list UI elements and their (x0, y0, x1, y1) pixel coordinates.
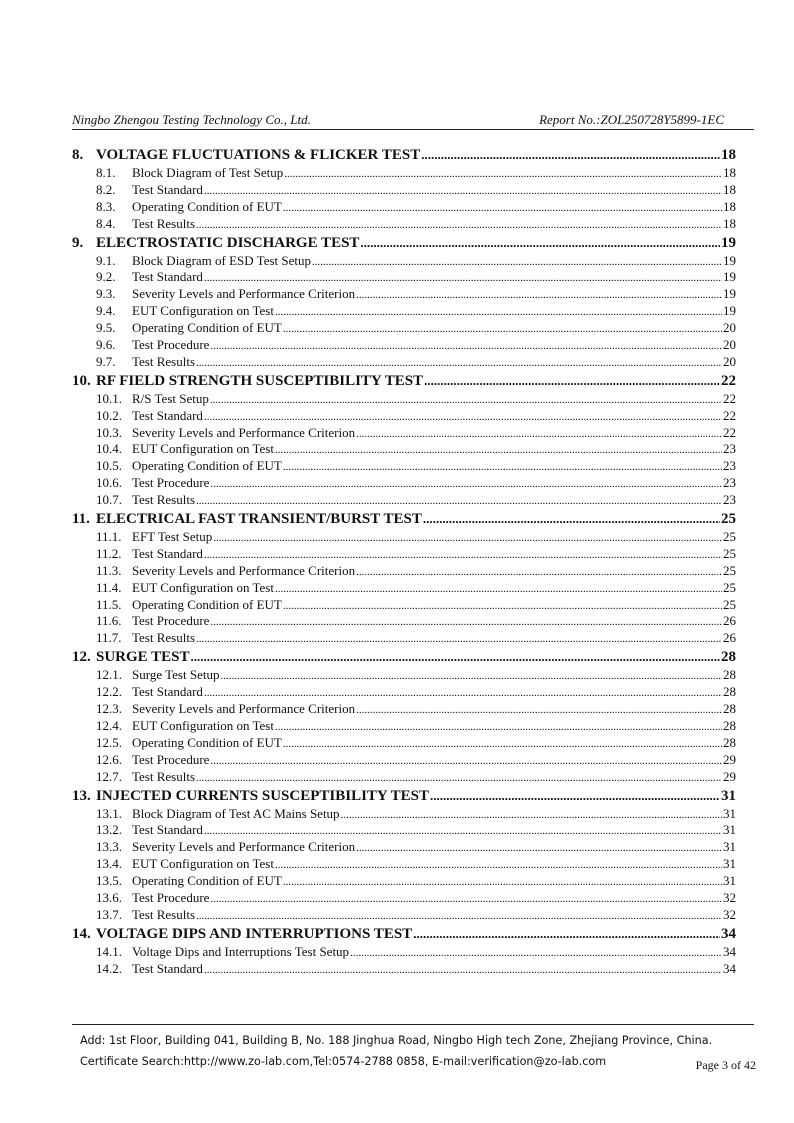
subsection-number: 13.4. (96, 856, 122, 872)
leader-dots (283, 459, 722, 476)
subsection-number: 8.3. (96, 198, 116, 214)
subsection-page: 31 (723, 805, 736, 821)
toc-subsection-entry[interactable] (72, 839, 736, 856)
toc-subsection-entry[interactable] (72, 907, 736, 924)
subsection-number: 8.1. (96, 165, 116, 180)
subsection-page: 18 (723, 215, 736, 231)
subsection-number: 9.4. (96, 303, 116, 319)
toc-subsection-entry[interactable] (72, 630, 736, 647)
toc-subsection-entry[interactable] (72, 425, 736, 442)
subsection-page: 26 (723, 613, 736, 629)
toc-subsection-entry[interactable] (72, 546, 736, 563)
subsection-title: Test Standard (132, 684, 203, 700)
subsection-page: 26 (723, 630, 736, 646)
toc-subsection-entry[interactable] (72, 806, 736, 823)
leader-dots (356, 840, 722, 857)
subsection-title: Block Diagram of Test Setup (132, 165, 284, 180)
subsection-page: 19 (723, 303, 736, 319)
subsection-number: 9.1. (96, 252, 116, 268)
leader-dots (283, 598, 722, 615)
subsection-title: Voltage Dips and Interruptions Test Setup (132, 943, 350, 959)
leader-dots (210, 891, 722, 908)
toc-subsection-entry[interactable] (72, 597, 736, 614)
section-page: 31 (721, 787, 736, 804)
leader-dots (210, 392, 722, 409)
subsection-title: Test Standard (132, 269, 203, 285)
subsection-page: 22 (723, 424, 736, 440)
toc-subsection-entry[interactable] (72, 269, 736, 286)
footer-divider (72, 1024, 754, 1025)
subsection-title: Test Results (132, 215, 196, 231)
toc-section-entry[interactable] (72, 647, 736, 667)
toc-section-entry[interactable] (72, 786, 736, 806)
subsection-number: 11.3. (96, 562, 122, 578)
toc-subsection-entry[interactable] (72, 216, 736, 233)
subsection-number: 12.5. (96, 734, 122, 750)
leader-dots (350, 945, 722, 962)
leader-dots (204, 409, 722, 426)
subsection-title: Surge Test Setup (132, 667, 220, 683)
subsection-number: 11.2. (96, 545, 122, 561)
leader-dots (283, 736, 722, 753)
leader-dots (213, 530, 722, 547)
toc-subsection-entry[interactable] (72, 458, 736, 475)
toc-section (72, 647, 736, 785)
subsection-number: 14.2. (96, 960, 122, 976)
toc-subsection-entry[interactable] (72, 613, 736, 630)
subsection-number: 13.1. (96, 805, 122, 821)
subsection-title: EUT Configuration on Test (132, 856, 274, 872)
toc-section-entry[interactable] (72, 145, 736, 165)
subsection-title: Test Standard (132, 822, 203, 838)
subsection-page: 18 (723, 181, 736, 197)
toc-subsection-entry[interactable] (72, 735, 736, 752)
subsection-number: 10.2. (96, 407, 122, 423)
subsection-title: Test Procedure (132, 889, 210, 905)
section-number: 14. (72, 925, 91, 942)
toc-subsection-entry[interactable] (72, 856, 736, 873)
leader-dots (423, 509, 720, 529)
subsection-number: 10.5. (96, 458, 122, 474)
subsection-title: Operating Condition of EUT (132, 320, 282, 336)
leader-dots (204, 823, 722, 840)
footer-address: Add: 1st Floor, Building 041, Building B, No. 188 Jinghua Road, Ningbo High tech Zone, Zhejiang Province, China. (80, 1034, 713, 1047)
toc-subsection-entry[interactable] (72, 890, 736, 907)
leader-dots (204, 547, 722, 564)
subsection-title: Severity Levels and Performance Criterion (132, 839, 356, 855)
subsection-page: 22 (723, 407, 736, 423)
leader-dots (220, 668, 722, 685)
leader-dots (191, 647, 720, 667)
subsection-number: 11.4. (96, 579, 122, 595)
section-page: 22 (721, 372, 736, 389)
leader-dots (413, 924, 720, 944)
subsection-page: 29 (723, 768, 736, 784)
toc-subsection-entry[interactable] (72, 165, 736, 182)
leader-dots (424, 371, 720, 391)
leader-dots (196, 908, 722, 925)
toc-section-entry[interactable] (72, 509, 736, 529)
toc-subsection-entry[interactable] (72, 822, 736, 839)
subsection-number: 12.7. (96, 768, 122, 784)
subsection-page: 28 (723, 684, 736, 700)
toc-section (72, 233, 736, 371)
subsection-page: 23 (723, 475, 736, 491)
subsection-page: 19 (723, 286, 736, 302)
toc-subsection-entry[interactable] (72, 718, 736, 735)
section-number: 12. (72, 649, 91, 666)
toc-subsection-entry[interactable] (72, 303, 736, 320)
toc-subsection-entry[interactable] (72, 441, 736, 458)
page-indicator: Page 3 of 42 (695, 1058, 756, 1072)
subsection-page: 25 (723, 545, 736, 561)
company-name: Ningbo Zhengou Testing Technology Co., Ltd. (72, 112, 311, 127)
subsection-page: 20 (723, 320, 736, 336)
subsection-page: 34 (723, 943, 736, 959)
toc-subsection-entry[interactable] (72, 286, 736, 303)
subsection-number: 10.7. (96, 492, 122, 508)
table-of-contents (72, 145, 736, 978)
section-title: INJECTED CURRENTS SUSCEPTIBILITY TEST (96, 787, 430, 804)
subsection-number: 12.6. (96, 751, 122, 767)
subsection-title: Test Standard (132, 407, 203, 423)
subsection-number: 9.3. (96, 286, 116, 302)
leader-dots (360, 233, 720, 253)
leader-dots (275, 442, 722, 459)
subsection-page: 19 (723, 269, 736, 285)
subsection-number: 13.5. (96, 873, 122, 889)
leader-dots (210, 614, 722, 631)
subsection-number: 12.3. (96, 701, 122, 717)
subsection-number: 11.6. (96, 613, 122, 629)
section-title: VOLTAGE DIPS AND INTERRUPTIONS TEST (96, 925, 413, 942)
toc-section (72, 924, 736, 978)
report-number: Report No.:ZOL250728Y5899-1EC (539, 112, 724, 127)
subsection-title: Test Standard (132, 960, 203, 976)
toc-section-entry[interactable] (72, 924, 736, 944)
leader-dots (356, 426, 722, 443)
subsection-title: Test Results (132, 492, 196, 508)
toc-section (72, 786, 736, 924)
subsection-number: 10.1. (96, 390, 122, 406)
subsection-page: 28 (723, 701, 736, 717)
leader-dots (275, 304, 722, 321)
toc-subsection-entry[interactable] (72, 944, 736, 961)
subsection-number: 10.6. (96, 475, 122, 491)
subsection-title: Test Results (132, 906, 196, 922)
toc-section (72, 145, 736, 233)
subsection-title: Operating Condition of EUT (132, 734, 282, 750)
section-number: 9. (72, 234, 84, 251)
subsection-page: 31 (723, 839, 736, 855)
subsection-title: Operating Condition of EUT (132, 198, 282, 214)
subsection-title: EUT Configuration on Test (132, 579, 274, 595)
leader-dots (312, 254, 722, 271)
subsection-page: 31 (723, 873, 736, 889)
subsection-number: 14.1. (96, 943, 122, 959)
subsection-title: Severity Levels and Performance Criterion (132, 424, 356, 440)
toc-subsection-entry[interactable] (72, 563, 736, 580)
subsection-page: 32 (723, 889, 736, 905)
leader-dots (421, 145, 720, 165)
section-page: 18 (721, 147, 736, 163)
subsection-title: Severity Levels and Performance Criterion (132, 562, 356, 578)
subsection-page: 31 (723, 856, 736, 872)
subsection-title: EUT Configuration on Test (132, 441, 274, 457)
toc-section-entry[interactable] (72, 371, 736, 391)
leader-dots (284, 166, 722, 183)
leader-dots (283, 321, 722, 338)
leader-dots (204, 685, 722, 702)
leader-dots (356, 702, 722, 719)
toc-subsection-entry[interactable] (72, 182, 736, 199)
subsection-number: 12.1. (96, 667, 122, 683)
subsection-title: EUT Configuration on Test (132, 717, 274, 733)
subsection-title: Severity Levels and Performance Criterion (132, 701, 356, 717)
toc-subsection-entry[interactable] (72, 873, 736, 890)
subsection-title: Test Procedure (132, 337, 210, 353)
toc-subsection-entry[interactable] (72, 701, 736, 718)
subsection-number: 11.1. (96, 529, 122, 545)
toc-subsection-entry[interactable] (72, 580, 736, 597)
subsection-number: 9.6. (96, 337, 116, 353)
section-page: 25 (721, 511, 736, 528)
subsection-page: 32 (723, 906, 736, 922)
subsection-page: 20 (723, 337, 736, 353)
toc-subsection-entry[interactable] (72, 253, 736, 270)
subsection-title: Test Procedure (132, 751, 210, 767)
subsection-page: 18 (723, 165, 736, 180)
subsection-page: 34 (723, 960, 736, 976)
toc-subsection-entry[interactable] (72, 391, 736, 408)
section-title: ELECTRICAL FAST TRANSIENT/BURST TEST (96, 511, 422, 528)
subsection-title: EUT Configuration on Test (132, 303, 274, 319)
section-title: ELECTROSTATIC DISCHARGE TEST (96, 234, 360, 251)
subsection-number: 13.3. (96, 839, 122, 855)
subsection-title: Severity Levels and Performance Criterion (132, 286, 356, 302)
subsection-number: 11.7. (96, 630, 122, 646)
subsection-title: Operating Condition of EUT (132, 596, 282, 612)
section-title: RF FIELD STRENGTH SUSCEPTIBILITY TEST (96, 372, 424, 389)
subsection-title: Test Results (132, 630, 196, 646)
section-title: SURGE TEST (96, 649, 190, 666)
toc-section (72, 509, 736, 647)
toc-subsection-entry[interactable] (72, 752, 736, 769)
leader-dots (196, 217, 722, 234)
subsection-number: 8.4. (96, 215, 116, 231)
subsection-number: 12.4. (96, 717, 122, 733)
toc-subsection-entry[interactable] (72, 199, 736, 216)
section-page: 28 (721, 649, 736, 666)
subsection-title: Test Procedure (132, 613, 210, 629)
subsection-title: Test Procedure (132, 475, 210, 491)
leader-dots (210, 476, 722, 493)
toc-section (72, 371, 736, 509)
subsection-page: 25 (723, 562, 736, 578)
leader-dots (283, 874, 722, 891)
leader-dots (210, 338, 722, 355)
toc-section-entry[interactable] (72, 233, 736, 253)
leader-dots (430, 786, 720, 806)
subsection-page: 29 (723, 751, 736, 767)
leader-dots (341, 807, 722, 824)
toc-subsection-entry[interactable] (72, 667, 736, 684)
subsection-number: 10.4. (96, 441, 122, 457)
toc-subsection-entry[interactable] (72, 354, 736, 371)
subsection-title: Test Standard (132, 181, 203, 197)
toc-subsection-entry[interactable] (72, 492, 736, 509)
toc-subsection-entry[interactable] (72, 475, 736, 492)
leader-dots (196, 631, 722, 648)
subsection-page: 18 (723, 198, 736, 214)
toc-subsection-entry[interactable] (72, 337, 736, 354)
toc-subsection-entry[interactable] (72, 529, 736, 546)
leader-dots (210, 753, 722, 770)
subsection-number: 13.7. (96, 906, 122, 922)
subsection-number: 9.2. (96, 269, 116, 285)
subsection-number: 8.2. (96, 181, 116, 197)
section-number: 11. (72, 511, 90, 528)
section-page: 34 (721, 925, 736, 942)
leader-dots (196, 770, 722, 787)
section-number: 8. (72, 147, 84, 163)
toc-subsection-entry[interactable] (72, 684, 736, 701)
subsection-title: Test Results (132, 768, 196, 784)
subsection-page: 31 (723, 822, 736, 838)
subsection-number: 11.5. (96, 596, 122, 612)
toc-subsection-entry[interactable] (72, 408, 736, 425)
leader-dots (275, 719, 722, 736)
header-divider (72, 129, 754, 130)
subsection-page: 23 (723, 492, 736, 508)
subsection-title: Operating Condition of EUT (132, 458, 282, 474)
subsection-number: 9.7. (96, 353, 116, 369)
section-number: 10. (72, 372, 91, 389)
leader-dots (204, 962, 722, 979)
subsection-page: 23 (723, 441, 736, 457)
subsection-page: 28 (723, 734, 736, 750)
subsection-page: 20 (723, 353, 736, 369)
subsection-number: 9.5. (96, 320, 116, 336)
leader-dots (196, 493, 722, 510)
leader-dots (196, 355, 722, 372)
toc-subsection-entry[interactable] (72, 769, 736, 786)
subsection-number: 10.3. (96, 424, 122, 440)
subsection-title: R/S Test Setup (132, 390, 209, 406)
subsection-page: 25 (723, 579, 736, 595)
subsection-page: 19 (723, 252, 736, 268)
subsection-page: 23 (723, 458, 736, 474)
leader-dots (204, 270, 722, 287)
toc-subsection-entry[interactable] (72, 961, 736, 978)
leader-dots (356, 287, 722, 304)
leader-dots (356, 564, 722, 581)
subsection-page: 28 (723, 717, 736, 733)
leader-dots (204, 183, 722, 200)
subsection-title: EFT Test Setup (132, 529, 213, 545)
leader-dots (275, 581, 722, 598)
page-header (72, 110, 754, 130)
section-page: 19 (721, 234, 736, 251)
subsection-title: Operating Condition of EUT (132, 873, 282, 889)
section-title: VOLTAGE FLUCTUATIONS & FLICKER TEST (96, 147, 421, 163)
subsection-page: 25 (723, 529, 736, 545)
footer-contact: Certificate Search:http://www.zo-lab.com,Tel:0574-2788 0858, E-mail:verification@zo-lab.com (80, 1055, 607, 1068)
subsection-number: 13.2. (96, 822, 122, 838)
subsection-number: 13.6. (96, 889, 122, 905)
leader-dots (275, 857, 722, 874)
subsection-title: Block Diagram of Test AC Mains Setup (132, 805, 340, 821)
subsection-title: Block Diagram of ESD Test Setup (132, 252, 312, 268)
subsection-page: 22 (723, 390, 736, 406)
subsection-title: Test Standard (132, 545, 203, 561)
toc-subsection-entry[interactable] (72, 320, 736, 337)
section-number: 13. (72, 787, 91, 804)
subsection-title: Test Results (132, 353, 196, 369)
subsection-page: 25 (723, 596, 736, 612)
subsection-page: 28 (723, 667, 736, 683)
subsection-number: 12.2. (96, 684, 122, 700)
leader-dots (283, 200, 722, 217)
